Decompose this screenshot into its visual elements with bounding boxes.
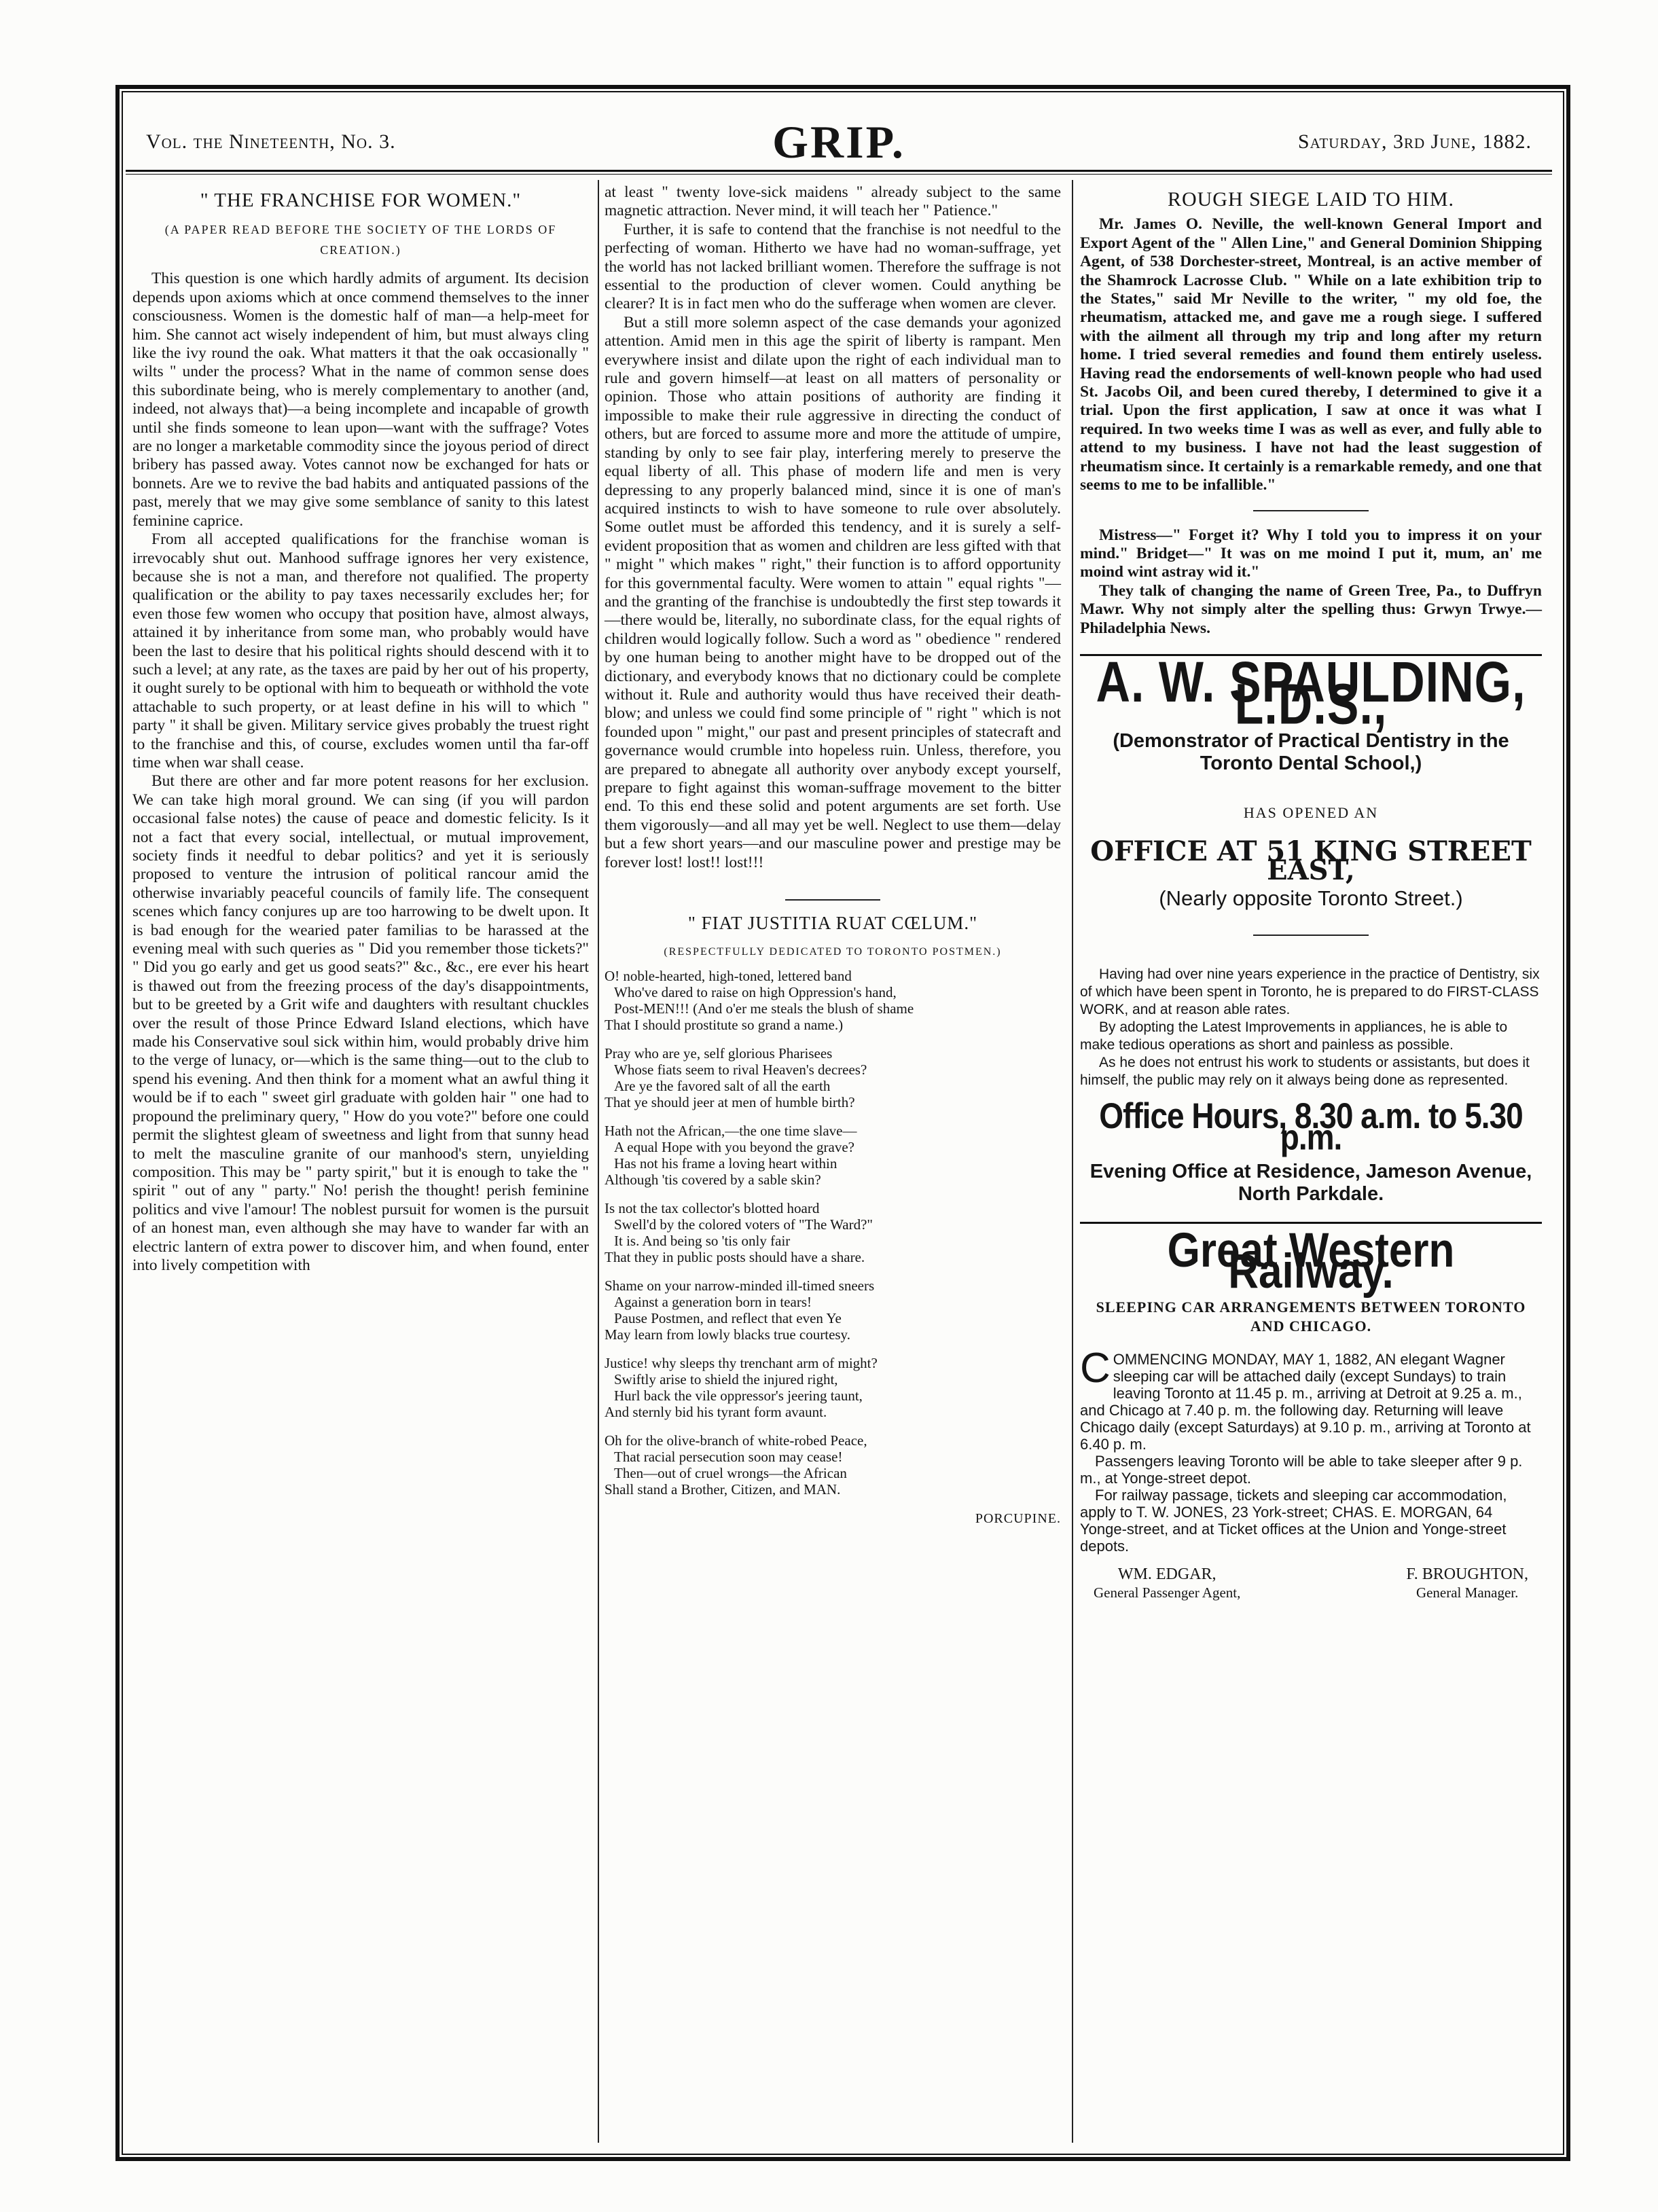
column-divider: [598, 180, 599, 2143]
article-paragraph: Mistress—" Forget it? Why I told you to impress it on your mind." Bridget—" It was on me moind I put it, mum, an' me moind wint astray wid it.": [1080, 526, 1542, 581]
poem-line: O! noble-hearted, high-toned, lettered band: [605, 968, 852, 985]
poem-stanza: [605, 1123, 1061, 1188]
advert-location: (Nearly opposite Toronto Street.): [1159, 886, 1463, 910]
article-paragraph: at least " twenty love-sick maidens " already subject to the same magnetic attraction. Never mind, it will teach her " Patience.": [605, 183, 1061, 220]
article-paragraph: They talk of changing the name of Green Tree, Pa., to Duffryn Mawr. Why not simply alter the spelling thus: Grwyn Trwye.—Philadelphia News.: [1080, 581, 1542, 637]
header-rule: [126, 170, 1552, 172]
poem-stanza: [605, 1200, 1061, 1265]
railway-paragraph: Passengers leaving Toronto will be able to take sleeper after 9 p. m., at Yonge-street depot.: [1080, 1453, 1523, 1487]
poem-line: Post-MEN!!! (And o'er me steals the blush of shame: [614, 1000, 914, 1017]
signer-role: General Passenger Agent,: [1094, 1584, 1241, 1601]
poem-line: Who've dared to raise on high Oppression's hand,: [614, 984, 897, 1001]
header-rule-thin: [126, 174, 1552, 175]
poem-line: Hath not the African,—the one time slave—: [605, 1123, 857, 1140]
article-paragraph: From all accepted qualifications for the franchise woman is irrevocably shut out. Manhood suffrage ignores her very existence, because she is not a man, and therefore not qualified. The property qualification or the ability to pay taxes necessarily excludes her; for even those few women who occupy that position have, almost always, attained it by inheritance from some man, who probably would have been the last to desire that his political rights should descend with it to such a level; at any rate, as the taxes are paid by her out of his property, it ought surely to be optional with him to bequeath or withhold the vote attachable to such property, or at least define in his will to which " party " it shall be given. Military service gives probably the truest right to the franchise and this, of course, excludes women until tha far-off time when war shall cease.: [132, 530, 589, 772]
signer: [1406, 1565, 1528, 1603]
poem-line: Swiftly arise to shield the injured right,: [614, 1371, 838, 1388]
poem-stanza: [605, 968, 1061, 1033]
volume-number: Vol. the Nineteenth, No. 3.: [146, 130, 396, 153]
poem-dedication: (RESPECTFULLY DEDICATED TO TORONTO POSTMEN.): [664, 946, 1002, 958]
poem-line: Are ye the favored salt of all the earth: [614, 1078, 831, 1095]
advert-opened: HAS OPENED AN: [1243, 803, 1379, 821]
railway-title: Great Western Railway.: [1167, 1223, 1455, 1299]
railway-schedule: OMMENCING MONDAY, MAY 1, 1882, AN elegant Wagner sleeping car will be attached daily (except Sundays) to train leaving Toronto at 11.45 p. m., arriving at Detroit at 9.25 a. m., and Chicago at 7.40 p. m. the following day. Returning will leave Chicago daily (except Saturdays) at 9.10 p. m., arriving at Toronto at 6.40 p. m.: [1080, 1351, 1531, 1453]
poem-line: Pray who are ye, self glorious Pharisees: [605, 1045, 833, 1062]
article-paragraph: This question is one which hardly admits of argument. Its decision depends upon axioms which at once commend themselves to the inner consciousness. Women is the domestic half of man—a help-meet for him. She cannot act wisely independent of him, but must always cling like the ivy round the oak. What matters it that the oak occasionally " wilts " under the process? What in the name of common sense does this subordinate being, who is merely complementary to another (and, indeed, not always that)—a being incomplete and incapable of growth until she finds someone to lean upon—want with the suffrage? Votes are no longer a marketable commodity since the joyous period of direct bribery has passed away. Votes cannot now be exchanged for hats or bonnets. Are we to revive the bad habits and antiquated passions of the past, merely that we may give some semblance of sanity to this latest feminine caprice.: [132, 270, 589, 530]
publication-title: GRIP.: [772, 116, 905, 168]
railway-paragraph: For railway passage, tickets and sleeping car accommodation, apply to T. W. JONES, 23 York-street; CHAS. E. MORGAN, 64 Yonge-street, and at Ticket offices at the Union and Yonge-street depots.: [1080, 1487, 1507, 1555]
dentist-advertisement: [1080, 650, 1542, 1205]
poem-title: " FIAT JUSTITIA RUAT CŒLUM.": [687, 913, 978, 934]
advert-name: A. W. SPAULDING, L.D.S.,: [1096, 650, 1526, 736]
poem-line: Swell'd by the colored voters of "The Ward?": [614, 1216, 873, 1233]
advert-paragraph: By adopting the Latest Improvements in appliances, he is able to make tedious operations as short and painless as possible.: [1080, 1019, 1508, 1053]
article-paragraph: But there are other and far more potent reasons for her exclusion. We can take high moral ground. We can sing (if you will pardon occasional false notes) the cause of peace and domestic felicity. Is it not a fact that every social, intellectual, or mutual improvement, society finds it needful to debar politics? and yet it is seriously proposed to venture the intrusion of political rancour amid the otherwise invariably peaceful councils of family life. The consequent scenes which fancy conjures up are too harrowing to be dwelt upon. It is bad enough for the wearied pater familias to be harassed at the evening meal with such queries as " Did you remember those tickets?" " Did you go early and get us good seats?" &c., &c., ere ever his heart is thawed out from the freezing process of the day's disappointments, but to be greeted by a Grit wife and daughters with resultant chuckles over the result of those Prince Edward Island elections, which have made his Conservative soul sick within him, would probably drive him to the verge of lunacy, or—which is the same thing—out to the club to spend his evening. And then think for a moment what an awful thing it would be if to each " sweet girl graduate with golden hair " one had to propound the preliminary query, " How do you vote?" before one could permit the slightest gleam of sweetness and light from that sunny head to melt the masculine granite of our manhood's stern, unyielding composition. This may be " party spirit," but it is enough to take the " spirit " out of any " party." No! perish the thought! perish feminine politics and vive l'amour! The noblest pursuit for women is the pursuit of an honest man, even although she may have to wander far with an electric lantern of extra power to discover him, and when found, enter into lively competition with: [132, 772, 589, 1274]
column-left: [132, 183, 589, 1275]
poem-stanza: [605, 1045, 1061, 1110]
poem-signature: PORCUPINE.: [975, 1511, 1061, 1527]
signer-role: General Manager.: [1416, 1584, 1519, 1601]
railway-subtitle: SLEEPING CAR ARRANGEMENTS BETWEEN TORONTO AND CHICAGO.: [1096, 1299, 1526, 1335]
poem-stanza: [605, 1355, 1061, 1420]
advert-paragraph: As he does not entrust his work to students or assistants, but does it himself, the public may rely on it always being done as represented.: [1080, 1055, 1530, 1089]
poem-line: Against a generation born in tears!: [614, 1294, 812, 1311]
drop-cap: C: [1080, 1345, 1111, 1392]
poem-line: Then—out of cruel wrongs—the African: [614, 1465, 847, 1482]
poem-line: That racial persecution soon may cease!: [614, 1449, 843, 1466]
poem-line: Hurl back the vile oppressor's jeering taunt,: [614, 1388, 863, 1404]
poem-line: Is not the tax collector's blotted hoard: [605, 1200, 820, 1217]
poem-line: May learn from lowly blacks true courtesy.: [605, 1326, 850, 1343]
issue-date: Saturday, 3rd June, 1882.: [1297, 130, 1532, 153]
column-right: [1080, 183, 1542, 1603]
poem-line: Has not his frame a loving heart within: [614, 1155, 837, 1172]
poem-line: That I should prostitute so grand a name.): [605, 1017, 844, 1034]
poem-line: Oh for the olive-branch of white-robed Peace,: [605, 1432, 867, 1449]
masthead: [126, 115, 1552, 170]
article-paragraph: Further, it is safe to contend that the franchise is not needful to the perfecting of woman. Hitherto we have had no woman-suffrage, yet the world has not lacked brilliant women. Therefore the suffrage is not essential to the production of clever women. Could anything be clearer? It is in fact men who do the sufferage when women are clever.: [605, 220, 1061, 313]
section-rule: [1253, 935, 1369, 936]
poem-stanza: [605, 1277, 1061, 1343]
poem-stanza: [605, 1432, 1061, 1498]
section-rule: [785, 899, 880, 901]
signer: [1094, 1565, 1240, 1603]
poem-line: That ye should jeer at men of humble birth?: [605, 1094, 855, 1111]
advert-paragraph: Having had over nine years experience in the practice of Dentistry, six of which have been spent in Toronto, he is prepared to do FIRST-CLASS WORK, and at reason able rates.: [1080, 966, 1540, 1018]
column-middle: [605, 183, 1061, 1529]
office-hours: Office Hours, 8.30 a.m. to 5.30 p.m.: [1099, 1095, 1523, 1158]
signer-name: WM. EDGAR,: [1117, 1565, 1217, 1583]
poem-line: And sternly bid his tyrant form avaunt.: [605, 1404, 827, 1421]
article-title: " THE FRANCHISE FOR WOMEN.": [200, 189, 522, 211]
section-rule: [1253, 510, 1369, 511]
railway-text: [1080, 1345, 1542, 1555]
article-title: ROUGH SIEGE LAID TO HIM.: [1167, 188, 1455, 211]
poem-line: Justice! why sleeps thy trenchant arm of might?: [605, 1355, 878, 1372]
poem: [605, 968, 1061, 1498]
article-subtitle: (A PAPER READ BEFORE THE SOCIETY OF THE LORDS OF CREATION.): [164, 223, 557, 257]
poem-line: Although 'tis covered by a sable skin?: [605, 1172, 821, 1189]
evening-office: Evening Office at Residence, Jameson Avenue, North Parkdale.: [1089, 1161, 1532, 1205]
poem-line: Shall stand a Brother, Citizen, and MAN.: [605, 1481, 841, 1498]
article-paragraph: But a still more solemn aspect of the case demands your agonized attention. Amid men in this age the spirit of liberty is rampant. Men everywhere insist and dilate upon the right of each individual man to rule and govern himself—at least on all matters of personality or opinion. Those who attain positions of authority are finding it impossible to make their rule aggressive in directing the conduct of others, but are forced to assume more and more the attitude of umpire, standing by only to see fair play, interfering merely to preserve the equal liberty of all. This phase of modern life and men is very depressing to any properly balanced mind, since it is one of man's acquired instincts to wish to have someone to rule over absolutely. Some outlet must be afforded this tendency, and it is surely a self-evident proposition that as women and children are less gifted with that " might " which makes " right," their function is to afford opportunity for this governmental faculty. Were women to attain " equal rights "—and the granting of the franchise is undoubtedly the first step towards it—there would be, literally, no subordinate class, for the equal rights of children would logically follow. Such a word as " obedience " rendered by one human being to another might have to be dropped out of the dictionary, and everybody knows that no dictionary could be complete without it. Rule and authority would thus have received their death-blow; and unless we could find some principle of " right " which is not founded upon " might," our past and present principles of statecraft and governance would crumble into hopeless ruin. Unless, therefore, you are prepared to abnegate all authority over anybody except yourself, prepare to fight against this woman-suffrage movement to the bitter end. To this end these solid and potent arguments are set forth. Use them vigorously—and all may yet be well. Neglect to use them—delay but a few short years—and our masculine power and prestige may be forever lost! lost!! lost!!!: [605, 313, 1061, 871]
advert-credential: (Demonstrator of Practical Dentistry in the Toronto Dental School,): [1113, 729, 1509, 774]
article-paragraph: Mr. James O. Neville, the well-known General Import and Export Agent of the " Allen Line," and General Dominion Shipping Agent, of 538 Dorchester-street, Montreal, is an active member of the Shamrock Lacrosse Club. " While on a late exhibition trip to the States," said Mr Neville to the writer, " my old foe, the rheumatism, attacked me, and gave me a rough siege. I suffered with the ailment all through my trip and long after my return home. I tried several remedies and found them entirely useless. Having read the endorsements of well-known people who had used St. Jacobs Oil, and been cured thereby, I determined to give it a trial. Upon the first application, I saw at once it was what I required. In two weeks time I was as well as ever, and fully able to attend to my business. I have not had the least suggestion of rheumatism since. It certainly is a remarkable remedy, and one that seems to me to be infallible.": [1080, 215, 1542, 494]
poem-line: It is. And being so 'tis only fair: [614, 1233, 791, 1250]
railway-signers: [1080, 1565, 1542, 1603]
poem-line: That they in public posts should have a share.: [605, 1249, 865, 1266]
signer-name: F. BROUGHTON,: [1406, 1565, 1528, 1583]
railway-advertisement: [1080, 1223, 1542, 1603]
poem-line: Shame on your narrow-minded ill-timed sneers: [605, 1277, 875, 1294]
column-divider: [1072, 180, 1073, 2143]
poem-line: Whose fiats seem to rival Heaven's decrees?: [614, 1062, 867, 1078]
advert-office: OFFICE AT 51 KING STREET EAST,: [1090, 835, 1532, 886]
poem-line: A equal Hope with you beyond the grave?: [614, 1139, 854, 1156]
poem-line: Pause Postmen, and reflect that even Ye: [614, 1310, 842, 1327]
